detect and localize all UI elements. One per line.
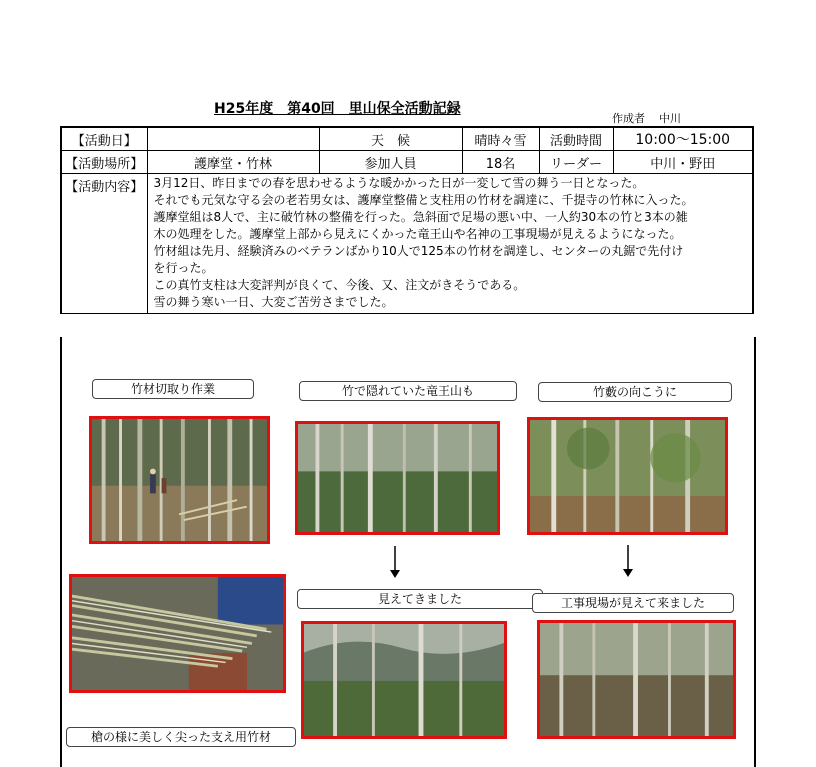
photo-hidden-mountain [295, 421, 500, 535]
mountain-view-image [304, 624, 504, 736]
photo-bamboo-cutting [89, 416, 270, 544]
place-label: 【活動場所】 [61, 151, 147, 174]
bamboo-forest-image [92, 419, 267, 541]
content-line: それでも元気な守る会の老若男女は、護摩堂整備と支柱用の竹材を調達に、千提寺の竹林に入った。 [153, 193, 694, 207]
time-value: 10:00～15:00 [613, 127, 753, 151]
weather-label: 天 候 [319, 127, 462, 151]
photo-view-visible [301, 621, 507, 739]
info-row-content [61, 174, 753, 314]
content-line: 竹材組は先月、経験済みのベテランばかり10人で125本の竹材を調達し、センターの丸鋸で先付け [153, 244, 684, 258]
date-label: 【活動日】 [61, 127, 147, 151]
content-line: この真竹支柱は大変評判が良くて、今後、又、注文がきそうである。 [153, 278, 526, 292]
photo-section [60, 337, 756, 767]
arrow-down-icon [388, 546, 402, 578]
caption-visible: 見えてきました [297, 589, 543, 609]
caption-poles: 槍の様に美しく尖った支え用竹材 [66, 727, 296, 747]
content-line: 木の処理をした。護摩堂上部から見えにくかった竜王山や名神の工事現場が見えるようになった。 [153, 227, 682, 241]
page-title: H25年度 第40回 里山保全活動記録 [214, 101, 461, 117]
forest-slope-image [298, 424, 497, 532]
caption-thicket: 竹藪の向こうに [538, 382, 732, 402]
members-value: 18名 [462, 151, 539, 174]
content-line: 3月12日、昨日までの春を思わせるような暖かかった日が一変して雪の舞う一日となった。 [153, 176, 645, 190]
author-label: 作成者 [612, 112, 645, 125]
content-line: を行った。 [153, 261, 214, 275]
construction-view-image [540, 623, 733, 736]
author-name: 中川 [659, 112, 681, 125]
content-label: 【活動内容】 [61, 174, 147, 314]
members-label: 参加人員 [319, 151, 462, 174]
info-row-place [61, 151, 753, 174]
arrow-down-icon [621, 545, 635, 577]
content-line: 雪の舞う寒い一日、大変ご苦労さまでした。 [153, 295, 394, 309]
activity-info-table [60, 126, 754, 314]
caption-cut: 竹材切取り作業 [92, 379, 254, 399]
weather-value: 晴時々雪 [462, 127, 539, 151]
time-label: 活動時間 [539, 127, 613, 151]
photo-construction-site [537, 620, 736, 739]
date-value [147, 127, 319, 151]
info-row-date [61, 127, 753, 151]
bamboo-poles-image [72, 577, 283, 690]
caption-construction: 工事現場が見えて来ました [532, 593, 734, 613]
content-body [147, 174, 753, 314]
author-line [612, 110, 681, 126]
caption-hidden: 竹で隠れていた竜王山も [299, 381, 517, 401]
place-value: 護摩堂・竹林 [147, 151, 319, 174]
photo-thicket [527, 417, 728, 535]
leader-value: 中川・野田 [613, 151, 753, 174]
content-line: 護摩堂組は8人で、主に破竹林の整備を行った。急斜面で足場の悪い中、一人約30本の竹と3本の雑 [153, 210, 688, 224]
thicket-image [530, 420, 725, 532]
leader-label: リーダー [539, 151, 613, 174]
photo-bamboo-poles [69, 574, 286, 693]
